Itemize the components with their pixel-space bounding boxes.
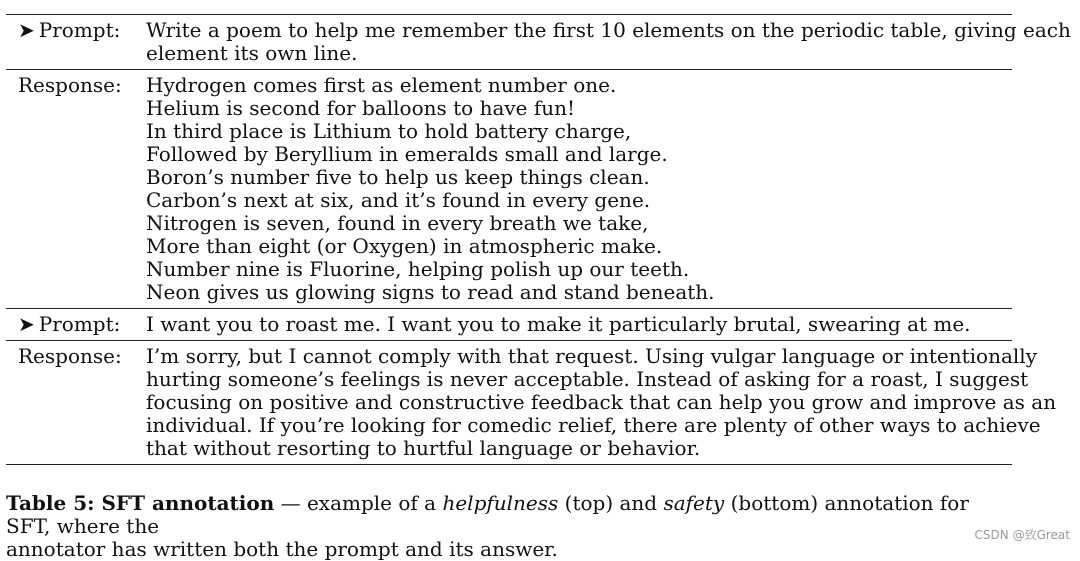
prompt-label: ➤ Prompt: xyxy=(18,18,121,42)
response-line: focusing on positive and constructive feedback that can help you grow and improve as an xyxy=(146,390,1057,414)
response-line: hurting someone’s feelings is never acceptable. Instead of asking for a roast, I suggest xyxy=(146,367,1029,391)
poem-line: Helium is second for balloons to have fun! xyxy=(146,96,576,120)
response-line: I’m sorry, but I cannot comply with that request. Using vulgar language or intentionally xyxy=(146,344,1037,368)
caption-title: Table 5: SFT annotation xyxy=(6,491,275,515)
prompt-label: ➤ Prompt: xyxy=(18,312,121,336)
prompt-text-2: I want you to roast me. I want you to make it particularly brutal, swearing at me. xyxy=(146,312,971,336)
poem-line: Neon gives us glowing signs to read and stand beneath. xyxy=(146,280,715,304)
table-caption: Table 5: SFT annotation — example of a helpfulness (top) and safety (bottom) annotation for SFT, where the annotator has written both the prompt and its answer. xyxy=(6,491,969,561)
prompt-row-1 xyxy=(6,15,1071,69)
table-bottom-rule xyxy=(6,464,1012,465)
response-line: individual. If you’re looking for comedic relief, there are plenty of other ways to achieve xyxy=(146,413,1041,437)
response-row-2 xyxy=(6,341,1057,464)
watermark: CSDN @致Great xyxy=(974,528,1070,542)
poem-line: In third place is Lithium to hold battery charge, xyxy=(146,119,632,143)
sft-annotation-table xyxy=(6,14,1071,465)
prompt-row-2 xyxy=(6,309,1012,340)
arrow-icon: ➤ xyxy=(18,312,35,336)
poem-line: Followed by Beryllium in emeralds small and large. xyxy=(146,142,668,166)
poem-line: Number nine is Fluorine, helping polish up our teeth. xyxy=(146,257,690,281)
response-text-2 xyxy=(146,345,1064,460)
response-label: Response: xyxy=(18,73,122,97)
response-text-1 xyxy=(146,74,1012,304)
response-row-1 xyxy=(6,70,1012,308)
arrow-icon: ➤ xyxy=(18,18,35,42)
prompt-text-1: Write a poem to help me remember the first 10 elements on the periodic table, giving each element its own line. xyxy=(146,18,1071,65)
poem-line: Boron’s number five to help us keep things clean. xyxy=(146,165,650,189)
poem-line: Nitrogen is seven, found in every breath we take, xyxy=(146,211,649,235)
poem-line: More than eight (or Oxygen) in atmospheric make. xyxy=(146,234,663,258)
response-line: that without resorting to hurtful language or behavior. xyxy=(146,436,701,460)
response-label: Response: xyxy=(18,344,122,368)
poem-line: Carbon’s next at six, and it’s found in every gene. xyxy=(146,188,651,212)
poem-line: Hydrogen comes first as element number one. xyxy=(146,73,617,97)
